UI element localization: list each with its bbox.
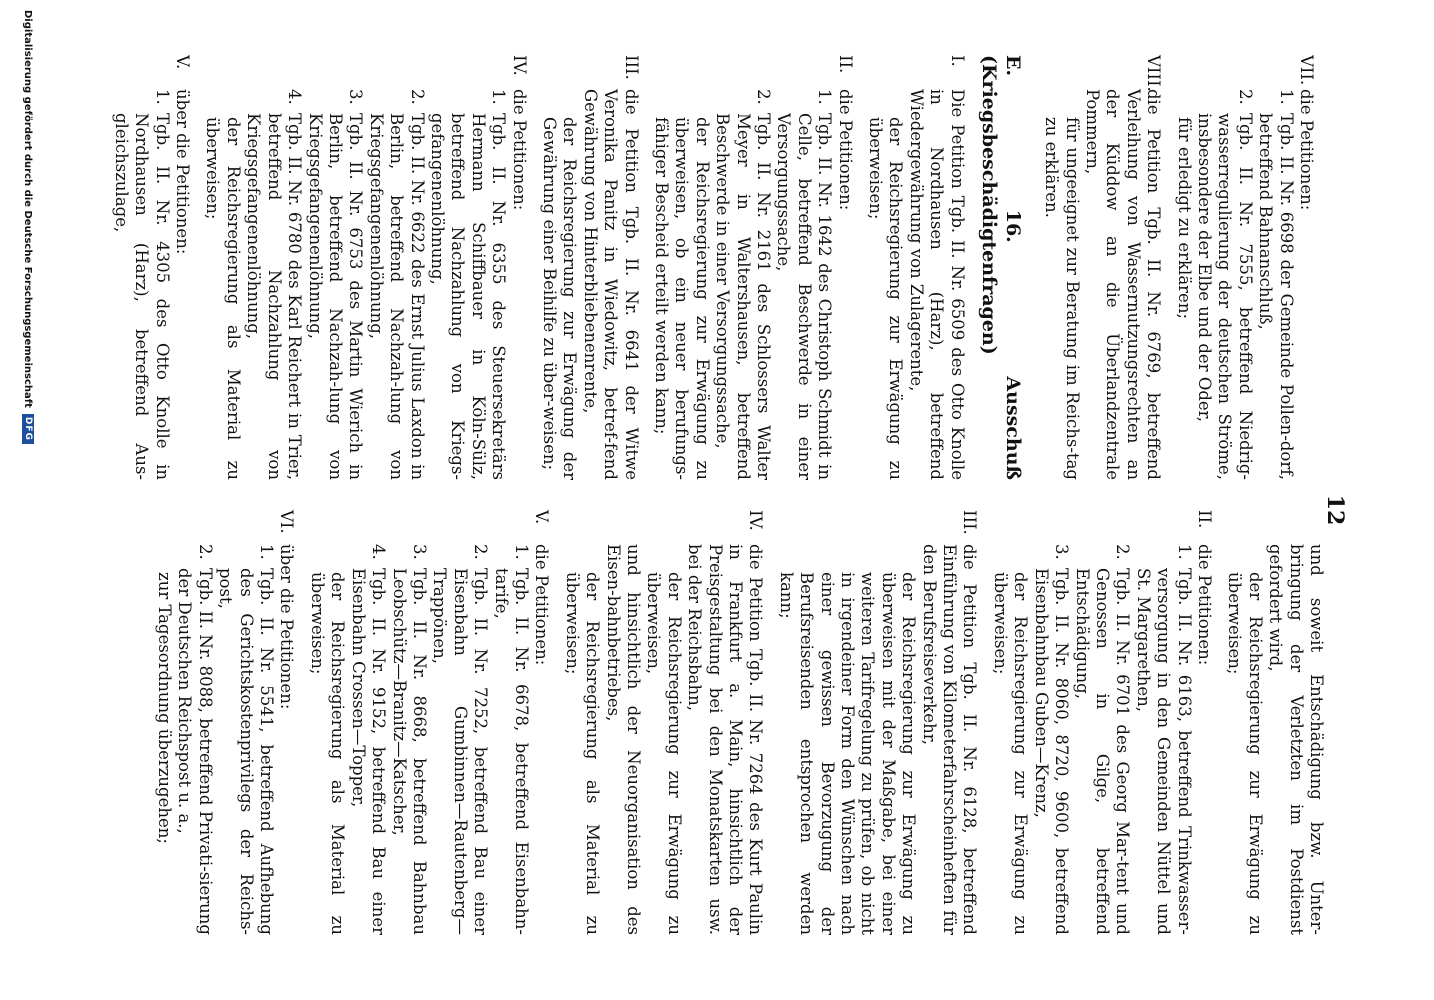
resolution-text: für erledigt zu erklären; [1174,117,1194,320]
section-number: III. [960,510,980,535]
item-number: 1. [489,89,509,105]
committee-heading: E. 16. Ausschuß (Kriegsbeschädigtenfragen) [977,55,1024,480]
item-text: Tgb. II. Nr. 7252, betreffend Bau einer Eisenbahn Gumbinnen—Rautenberg—Trappönen, [430,568,491,935]
section-intro: die Petitionen: [1297,89,1316,211]
item-text: Tgb. II. Nr. 6355 des Steuersekretärs Hermann Schiffbauer in Köln-Sülz, betreffend Nachzahlung von Kriegs-gefangenenlöhnung, [427,113,509,480]
resolution-text: der Reichsregierung als Material zu überweisen; [562,572,603,935]
right-column [110,55,1326,480]
section-intro: über die Petitionen: [277,544,297,710]
item-text: Tgb. II. Nr. 6780 des Karl Reichert in Trier, betreffend Nachzahlung von Kriegsgefangenenlöhnung, [244,113,305,480]
section-number: II. [1194,510,1214,529]
resolution-text: der Reichsregierung als Material zu überweisen; [203,117,243,480]
item-number: 4. [369,544,389,560]
section-number: I. [947,55,967,67]
petition-item [1071,544,1132,935]
item-number: 2. [1113,544,1133,560]
resolution-text: der Reichsregierung zur Erwägung zu überweisen, [644,572,684,935]
petition-item [490,544,531,935]
petition-item [110,89,171,480]
item-number: 2. [471,544,491,560]
item-text: Tgb. II. Nr. 1642 des Christoph Schmidt in Celle, betreffend Beschwerde in einer Versorgungssache, [774,113,835,480]
section-block [775,510,979,935]
footer [22,10,34,990]
section-intro: über die Petitionen: [173,89,193,255]
footer-text: Digitalisierung gefördert durch die Deutsche Forschungsgemeinschaft [22,10,34,408]
item-text: Tgb. II. Nr. 8088, betreffend Privati-sierung der Deutschen Reichspost u. a., [175,568,215,935]
item-text: Tgb. II. Nr. 6622 des Ernst Julius Laxdon in Berlin, betreffend Nachzah-lung von Kriegsgefangenenlöhnung, [366,113,427,480]
petition-item [1255,89,1296,480]
right-column-bottom [110,55,966,480]
section-block [307,510,552,935]
item-number: 1. [815,89,835,105]
section-intro: Die Petition Tgb. II. Nr. 6509 des Otto Knolle in Nordhausen (Harz), betreffend Wiedergewährung von Zulagerente, [906,89,967,480]
section-intro: die Petitionen: [532,544,552,666]
resolution-text: der Reichsregierung zur Erwägung zu überweisen, ob ein neuer berufungs-fähiger Bescheid erteilt werden kann; [652,117,712,480]
section-block [539,55,641,480]
item-text: Tgb. II. Nr. 6678, betreffend Eisenbahn-tarife, [491,568,531,935]
section-block [110,55,192,480]
petition-item [243,89,304,480]
item-text: Tgb. II. Nr. 8668, betreffend Bahnbau Leobschütz—Branitz—Katscher, [389,568,429,935]
item-number: 3. [1052,544,1072,560]
continuation-block [1224,510,1326,935]
petition-item [347,544,388,935]
section-number: VIII. [1144,55,1164,92]
section-number: V. [532,510,552,525]
item-text: Tgb. II. Nr. 6753 des Martin Wierich in Berlin, betreffend Nachzah-lung von Kriegsgefangenenlöhnung, [305,113,366,480]
section-intro: die Petitionen: [509,89,529,211]
resolution-text: der Reichsregierung zur Erwägung zu überweisen; [866,117,906,480]
petition-item [1030,544,1071,935]
item-text: Tgb. II. Nr. 6163, betreffend Trinkwasser-versorgung in den Gemeinden Nüttel und St. Margarethen, [1133,568,1194,935]
section-number: II. [835,55,855,74]
resolution-text: der Reichsregierung zur Erwägung der Gewährung einer Beihilfe zu über-weisen; [540,117,580,480]
petition-item [1132,544,1193,935]
item-number: 4. [285,89,305,105]
item-text: Tgb. II. Nr. 6698 der Gemeinde Pollen-dorf, betreffend Bahnanschluß, [1256,113,1296,480]
resolution-text: der Reichsregierung zur Erwägung zu überweisen; [1225,572,1265,935]
section-intro: die Petition Tgb. II. Nr. 7264 des Kurt Paulin in Frankfurt a. Main, hinsichtlich der Preisgestaltung bei den Monatskarten usw. bei der Reichsbahn, [685,544,766,935]
petition-item [174,544,215,935]
item-text: Tgb. II. Nr. 5541, betreffend Aufhebung des Gerichtskostenprivilegs der Reichs-post, [216,568,277,935]
petition-item [1194,89,1255,480]
right-column-top [1041,55,1316,480]
item-text: Tgb. II. Nr. 7555, betreffend Niedrig-wasserregulierung der deutschen Ströme, insbesondere der Elbe und der Oder, [1194,113,1255,480]
item-text: Tgb. II. Nr. 9152, betreffend Bau einer Eisenbahn Crossen—Topper, [348,568,389,935]
section-number: IV. [509,55,529,76]
item-number: 2. [407,89,427,105]
petition-item [427,89,509,480]
section-number: VI. [277,510,297,534]
section-intro: die Petitionen: [835,89,855,211]
continuation-text: und soweit Entschädigung bzw. Unter-bringung der Verletzten im Postdienst gefordert wird, [1266,544,1326,935]
item-number: 1. [152,89,172,105]
item-number: 2. [754,89,774,105]
section-block [154,510,297,935]
item-number: 2. [1235,89,1255,105]
item-text: Tgb. II. Nr. 8060, 8720, 9600, betreffend Eisenbahnbau Guben—Krenz, [1031,568,1072,935]
petition-item [215,544,276,935]
petition-item [712,89,773,480]
resolution-text: der Reichsregierung zur Erwägung zu überweisen; [990,572,1031,935]
item-number: 1. [257,544,277,560]
section-intro: die Petition Tgb. II. Nr. 6769, betreffend Verleihung von Wassernutzungsrechten an der Küddow an die Überlandzentrale Pommern, [1082,89,1164,480]
section-block [561,510,765,935]
item-number: 3. [409,544,429,560]
page-number: 12 [1322,494,1348,526]
item-text: Tgb. II. Nr. 6701 des Georg Mar-tent und Genossen in Gilge, betreffend Entschädigung, [1072,568,1133,935]
petition-item [304,89,365,480]
item-number: 2. [195,544,215,560]
section-block [990,510,1214,935]
item-text: Tgb. II. Nr. 4305 des Otto Knolle in Nordhausen (Harz), betreffend Aus-gleichszulage, [111,113,172,480]
section-block [1173,55,1316,480]
item-text: Tgb. II. Nr. 2161 des Schlossers Walter Meyer in Waltershausen, betreffend Beschwerde in einer Versorgungssache, [713,113,774,480]
section-intro: die Petition Tgb. II. Nr. 6641 der Witwe Veronika Panitz in Wiedowitz, betref-fend Gewährung von Hinterbliebenenrente, [580,89,641,480]
resolution-text: für ungeeignet zur Beratung im Reichs-tag zu erklären. [1042,117,1082,480]
section-intro: die Petitionen: [1194,544,1214,666]
petition-item [388,544,429,935]
resolution-text: der Reichsregierung zur Erwägung zu überweisen mit der Maßgabe, bei einer weiteren Tarifregelung zu prüfen, ob nicht in irgendeiner Form den Wünschen nach einer gewissen Bevorzugung der Berufsreisenden entsprochen werden kann; [776,572,919,935]
petition-item [429,544,490,935]
section-extra: und hinsichtlich der Neuorganisation des Eisen-bahnbetriebes, [603,544,643,935]
petition-item [365,89,426,480]
section-block [202,55,529,480]
dfg-logo-icon: DFG [22,414,34,444]
section-intro: die Petition Tgb. II. Nr. 6128, betreffend Einführung von Kilometerfahrscheinheften für den Berufsreiseverkehr, [919,544,980,935]
item-number: 1. [511,544,531,560]
section-number: III. [621,55,641,80]
item-number: 1. [1276,89,1296,105]
resolution-text: zur Tagesordnung überzugehen; [155,572,175,844]
section-block [651,55,855,480]
item-number: 3. [346,89,366,105]
section-number: V. [173,55,193,70]
left-column [154,510,1326,935]
petition-item [773,89,834,480]
section-block [1041,55,1163,480]
item-number: 1. [1174,544,1194,560]
section-number: VII. [1297,55,1316,86]
resolution-text: der Reichsregierung als Material zu überweisen; [307,572,348,935]
section-block [865,55,967,480]
section-number: IV. [746,510,766,531]
